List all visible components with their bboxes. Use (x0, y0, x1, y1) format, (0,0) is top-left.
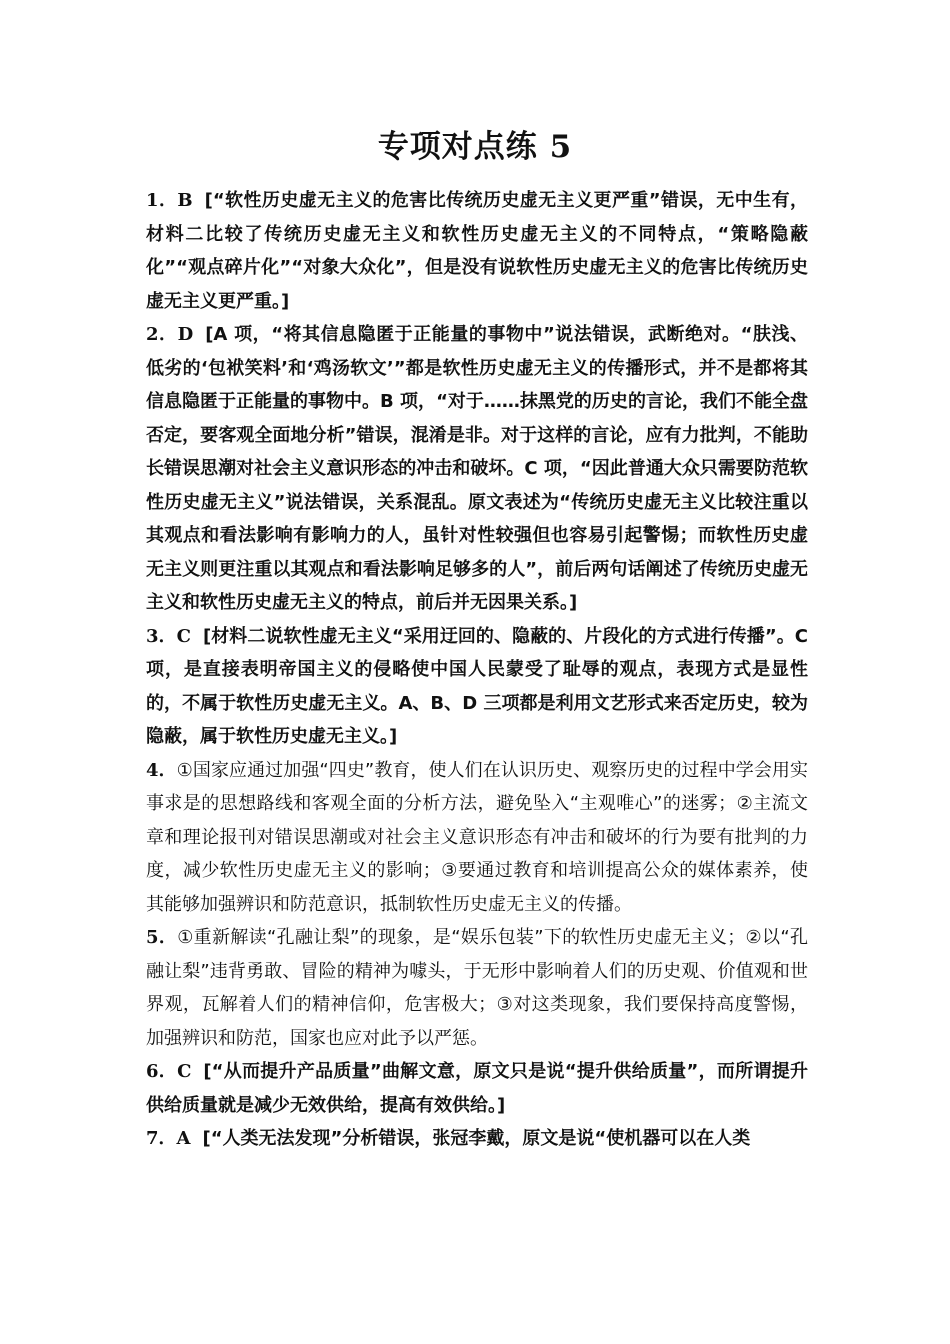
item-answer: C (177, 1061, 192, 1082)
item-answer: C (176, 625, 191, 647)
answer-item-6 (146, 1055, 808, 1122)
item-explanation: [“从而提升产品质量”曲解文意，原文只是说“提升供给质量”，而所谓提升供给质量就是减少无效供给，提高有效供给。] (146, 1061, 808, 1116)
answer-item-4 (146, 754, 808, 922)
item-number: 3． (146, 625, 177, 647)
item-number: 5． (146, 927, 178, 948)
item-answer: D (177, 324, 194, 345)
answer-item-5 (146, 921, 808, 1055)
item-number: 4． (146, 759, 177, 781)
answer-item-1 (146, 184, 808, 318)
answer-list (146, 184, 808, 1156)
item-number: 2． (146, 324, 178, 345)
answer-item-7 (146, 1122, 808, 1156)
item-explanation: [“人类无法发现”分析错误，张冠李戴，原文是说“使机器可以在人类 (202, 1128, 751, 1149)
page-title: 专项对点练 5 (377, 129, 573, 165)
item-number: 1． (146, 190, 178, 211)
item-answer: B (177, 190, 193, 211)
item-explanation: [材料二说软性虚无主义“采用迂回的、隐蔽的、片段化的方式进行传播”。C 项，是直接表明帝国主义的侵略使中国人民蒙受了耻辱的观点，表现方式是显性的，不属于软性历史虚无主义。A、B、D 三项都是利用文艺形式来否定历史，较为隐蔽，属于软性历史虚无主义。] (146, 625, 808, 747)
item-explanation: [“软性历史虚无主义的危害比传统历史虚无主义更严重”错误，无中生有，材料二比较了传统历史虚无主义和软性历史虚无主义的不同特点，“策略隐蔽化”“观点碎片化”“对象大众化”，但是没有说软性历史虚无主义的危害比传统历史虚无主义更严重。] (146, 190, 808, 312)
answer-item-3 (146, 620, 808, 754)
item-explanation: [A 项，“将其信息隐匿于正能量的事物中”说法错误，武断绝对。“肤浅、低劣的‘包袱笑料’和‘鸡汤软文’”都是软性历史虚无主义的传播形式，并不是都将其信息隐匿于正能量的事物中。B 项，“对于……抹黑党的历史的言论，我们不能全盘否定，要客观全面地分析”错误，混淆是非。对于这样的言论，应有力批判，不能助长错误思潮对社会主义意识形态的冲击和破坏。C 项，“因此普通大众只需要防范软性历史虚无主义”说法错误，关系混乱。原文表述为“传统历史虚无主义比较注重以其观点和看法影响有影响力的人，虽针对性较强但也容易引起警惕；而软性历史虚无主义则更注重以其观点和看法影响足够多的人”，前后两句话阐述了传统历史虚无主义和软性历史虚无主义的特点，前后并无因果关系。] (146, 324, 808, 613)
item-answer-text: ①国家应通过加强“四史”教育，使人们在认识历史、观察历史的过程中学会用实事求是的思想路线和客观全面的分析方法，避免坠入“主观唯心”的迷雾；②主流文章和理论报刊对错误思潮或对社会主义意识形态有冲击和破坏的行为要有批判的力度，减少软性历史虚无主义的影响；③要通过教育和培训提高公众的媒体素养，使其能够加强辨识和防范意识，抵制软性历史虚无主义的传播。 (146, 759, 808, 915)
item-answer: A (176, 1128, 191, 1149)
item-answer-text: ①重新解读“孔融让梨”的现象，是“娱乐包装”下的软性历史虚无主义；②以“孔融让梨”违背勇敢、冒险的精神为噱头，于无形中影响着人们的历史观、价值观和世界观，瓦解着人们的精神信仰，危害极大；③对这类现象，我们要保持高度警惕，加强辨识和防范，国家也应对此予以严惩。 (146, 927, 808, 1049)
item-number: 6． (146, 1061, 178, 1082)
item-number: 7． (146, 1128, 177, 1149)
answer-item-2 (146, 318, 808, 620)
